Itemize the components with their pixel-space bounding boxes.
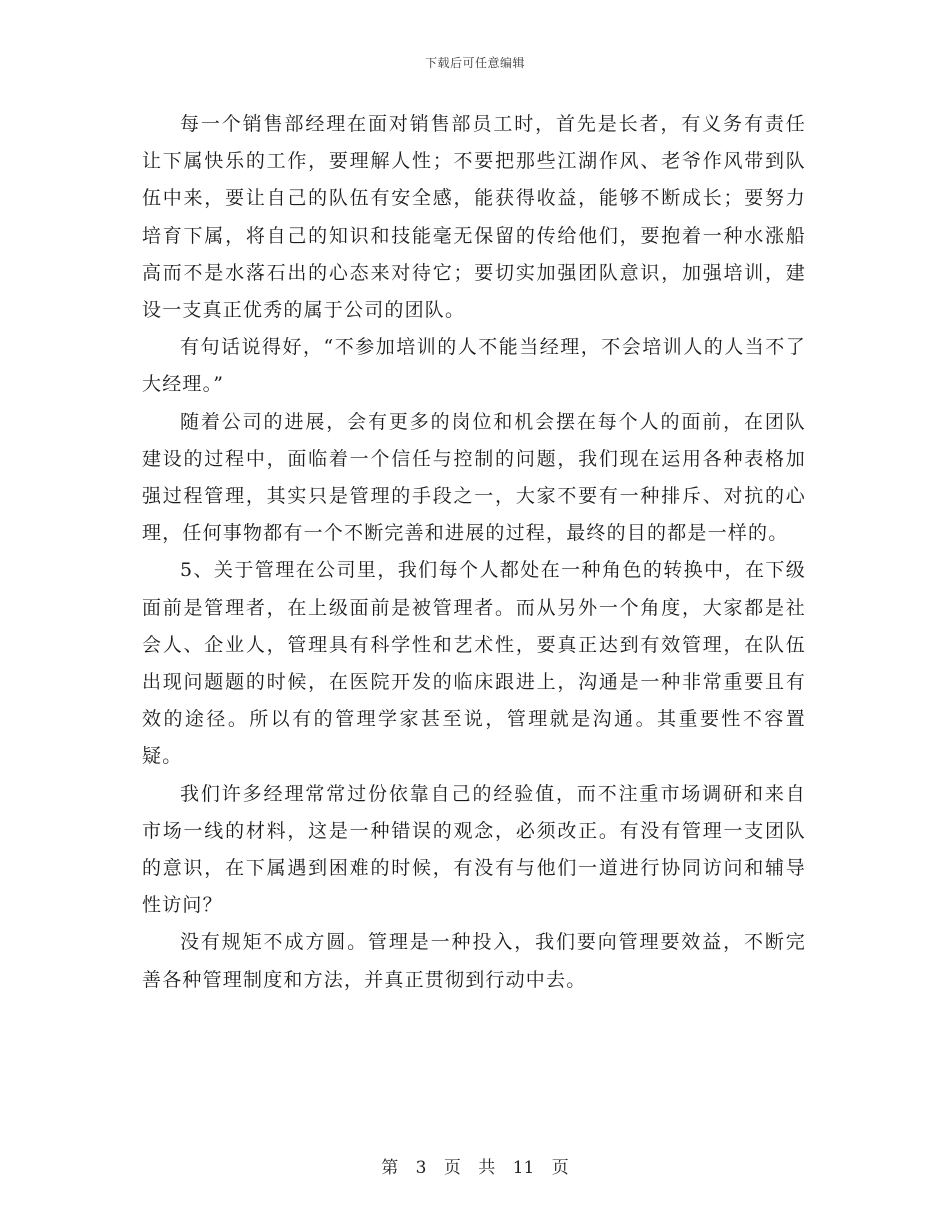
- document-body: [142, 106, 806, 999]
- footer-label-total-unit: 页: [551, 1158, 569, 1178]
- paragraph-4: 5、关于管理在公司里，我们每个人都处在一种角色的转换中，在下级面前是管理者，在上级面前是被管理者。而从另外一个角度，大家都是社会人、企业人，管理具有科学性和艺术性，要真正达到有效管理，在队伍出现问题题的时候，在医院开发的临床跟进上，沟通是一种非常重要且有效的途径。所以有的管理学家甚至说，管理就是沟通。其重要性不容置疑。: [142, 559, 806, 768]
- paragraph-2: 有句话说得好，“不参加培训的人不能当经理，不会培训人的人当不了大经理。”: [142, 336, 806, 396]
- footer-current-page: 3: [415, 1158, 427, 1178]
- paragraph-5: 我们许多经理常常过份依靠自己的经验值，而不注重市场调研和来自市场一线的材料，这是一种错误的观念，必须改正。有没有管理一支团队的意识，在下属遇到困难的时候，有没有与他们一道进行协同访问和辅导性访问？: [142, 782, 806, 917]
- paragraph-1: 每一个销售部经理在面对销售部员工时，首先是长者，有义务有责任让下属快乐的工作，要理解人性；不要把那些江湖作风、老爷作风带到队伍中来，要让自己的队伍有安全感，能获得收益，能够不断成长；要努力培育下属，将自己的知识和技能毫无保留的传给他们，要抱着一种水涨船高而不是水落石出的心态来对待它；要切实加强团队意识，加强培训，建设一支真正优秀的属于公司的团队。: [142, 113, 806, 322]
- paragraph-6: 没有规矩不成方圆。管理是一种投入，我们要向管理要效益，不断完善各种管理制度和方法，并真正贯彻到行动中去。: [142, 931, 806, 991]
- footer-label-page-unit: 页: [443, 1158, 461, 1178]
- footer-label-total: 共: [478, 1158, 496, 1178]
- page-header: 下载后可任意编辑: [424, 56, 525, 70]
- footer-total-pages: 11: [512, 1158, 535, 1178]
- footer-label-page: 第: [381, 1158, 399, 1178]
- paragraph-3: 随着公司的进展，会有更多的岗位和机会摆在每个人的面前，在团队建设的过程中，面临着一个信任与控制的问题，我们现在运用各种表格加强过程管理，其实只是管理的手段之一，大家不要有一种排斥、对抗的心理，任何事物都有一个不断完善和进展的过程，最终的目的都是一样的。: [142, 410, 806, 545]
- page-footer: [0, 1153, 950, 1178]
